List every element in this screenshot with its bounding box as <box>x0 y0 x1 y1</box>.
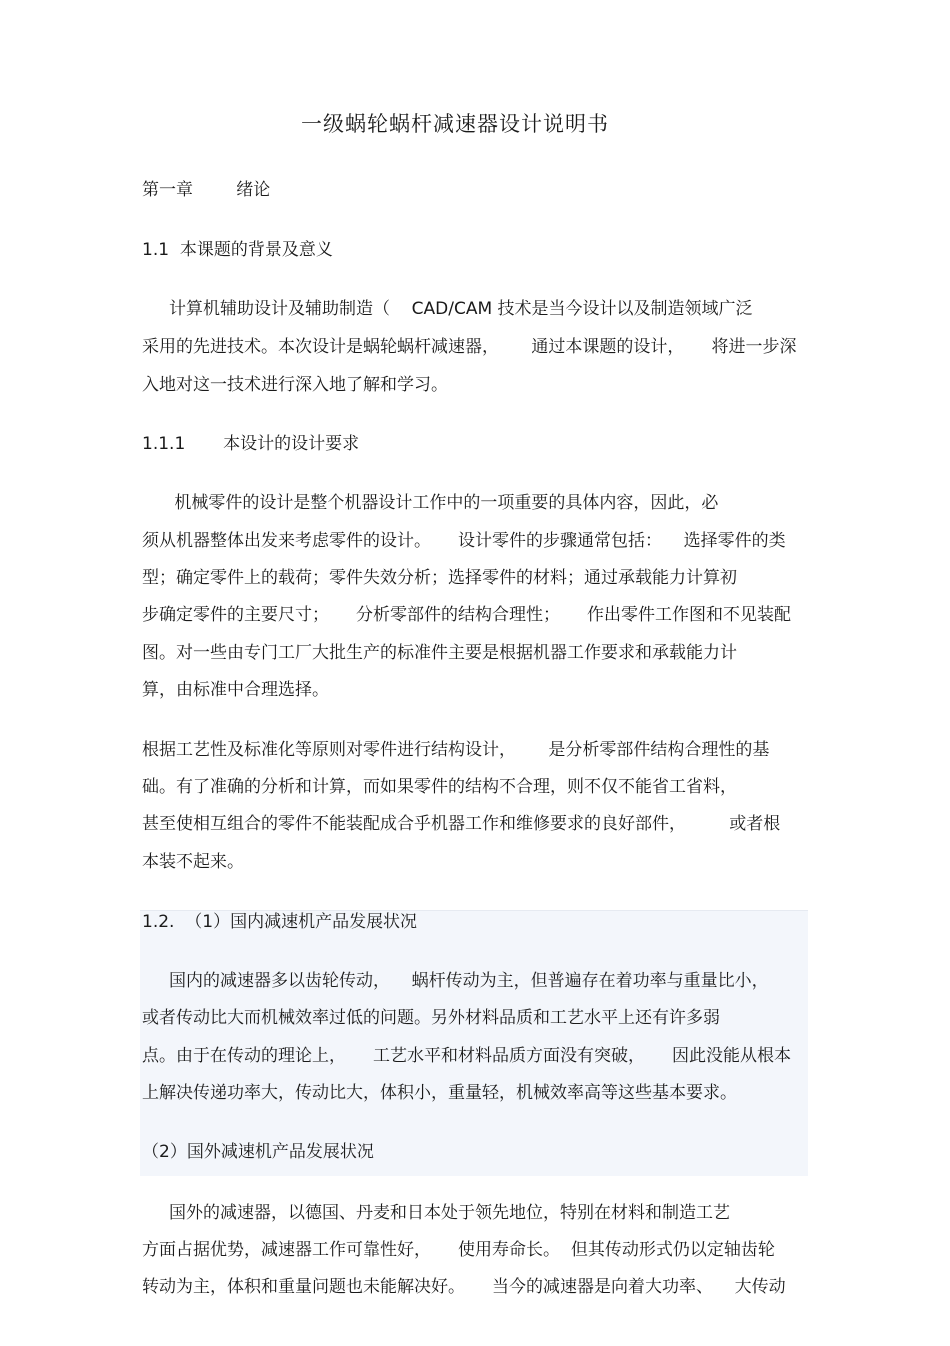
subsection-heading: （2）国外减速机产品发展状况 <box>142 1142 374 1162</box>
paragraph-line: 型；确定零件上的载荷；零件失效分析；选择零件的材料；通过承载能力计算初 <box>142 568 737 588</box>
section-heading: 1.2. （1）国内减速机产品发展状况 <box>142 912 418 932</box>
paragraph-line: 计算机辅助设计及辅助制造（ CAD/CAM 技术是当今设计以及制造领域广泛 <box>142 299 753 319</box>
paragraph-line: 或者传动比大而机械效率过低的问题。另外材料品质和工艺水平上还有许多弱 <box>142 1008 720 1028</box>
paragraph-line: 须从机器整体出发来考虑零件的设计。 设计零件的步骤通常包括： 选择零件的类 <box>142 531 786 551</box>
highlighted-section <box>140 910 808 1176</box>
paragraph-line: 步确定零件的主要尺寸； 分析零部件的结构合理性； 作出零件工作图和不见装配 <box>142 605 792 625</box>
paragraph-line: 图。对一些由专门工厂大批生产的标准件主要是根据机器工作要求和承载能力计 <box>142 643 737 663</box>
paragraph-line: 入地对这一技术进行深入地了解和学习。 <box>142 375 448 395</box>
section-heading: 1.1 本课题的背景及意义 <box>142 240 333 260</box>
paragraph-line: 甚至使相互组合的零件不能装配成合乎机器工作和维修要求的良好部件， 或者根 <box>142 814 781 834</box>
chapter-heading: 第一章 绪论 <box>142 180 271 200</box>
paragraph-line: 点。由于在传动的理论上， 工艺水平和材料品质方面没有突破， 因此没能从根本 <box>142 1046 792 1066</box>
document-title: 一级蜗轮蜗杆减速器设计说明书 <box>301 112 609 136</box>
subsection-heading: 1.1.1 本设计的设计要求 <box>142 434 360 454</box>
paragraph-line: 国内的减速器多以齿轮传动， 蜗杆传动为主，但普遍存在着功率与重量比小， <box>142 971 769 991</box>
paragraph-line: 根据工艺性及标准化等原则对零件进行结构设计， 是分析零部件结构合理性的基 <box>142 740 770 760</box>
paragraph-line: 转动为主，体积和重量问题也未能解决好。 当今的减速器是向着大功率、 大传动 <box>142 1277 786 1297</box>
paragraph-line: 采用的先进技术。本次设计是蜗轮蜗杆减速器， 通过本课题的设计， 将进一步深 <box>142 337 797 357</box>
paragraph-line: 本装不起来。 <box>142 852 244 872</box>
paragraph-line: 方面占据优势，减速器工作可靠性好， 使用寿命长。 但其传动形式仍以定轴齿轮 <box>142 1240 775 1260</box>
paragraph-line: 算，由标准中合理选择。 <box>142 680 329 700</box>
paragraph-line: 国外的减速器，以德国、丹麦和日本处于领先地位，特别在材料和制造工艺 <box>142 1203 731 1223</box>
paragraph-line: 上解决传递功率大，传动比大，体积小，重量轻，机械效率高等这些基本要求。 <box>142 1083 737 1103</box>
paragraph-line: 础。有了准确的分析和计算，而如果零件的结构不合理，则不仅不能省工省料， <box>142 777 737 797</box>
paragraph-line: 机械零件的设计是整个机器设计工作中的一项重要的具体内容，因此，必 <box>142 493 719 513</box>
